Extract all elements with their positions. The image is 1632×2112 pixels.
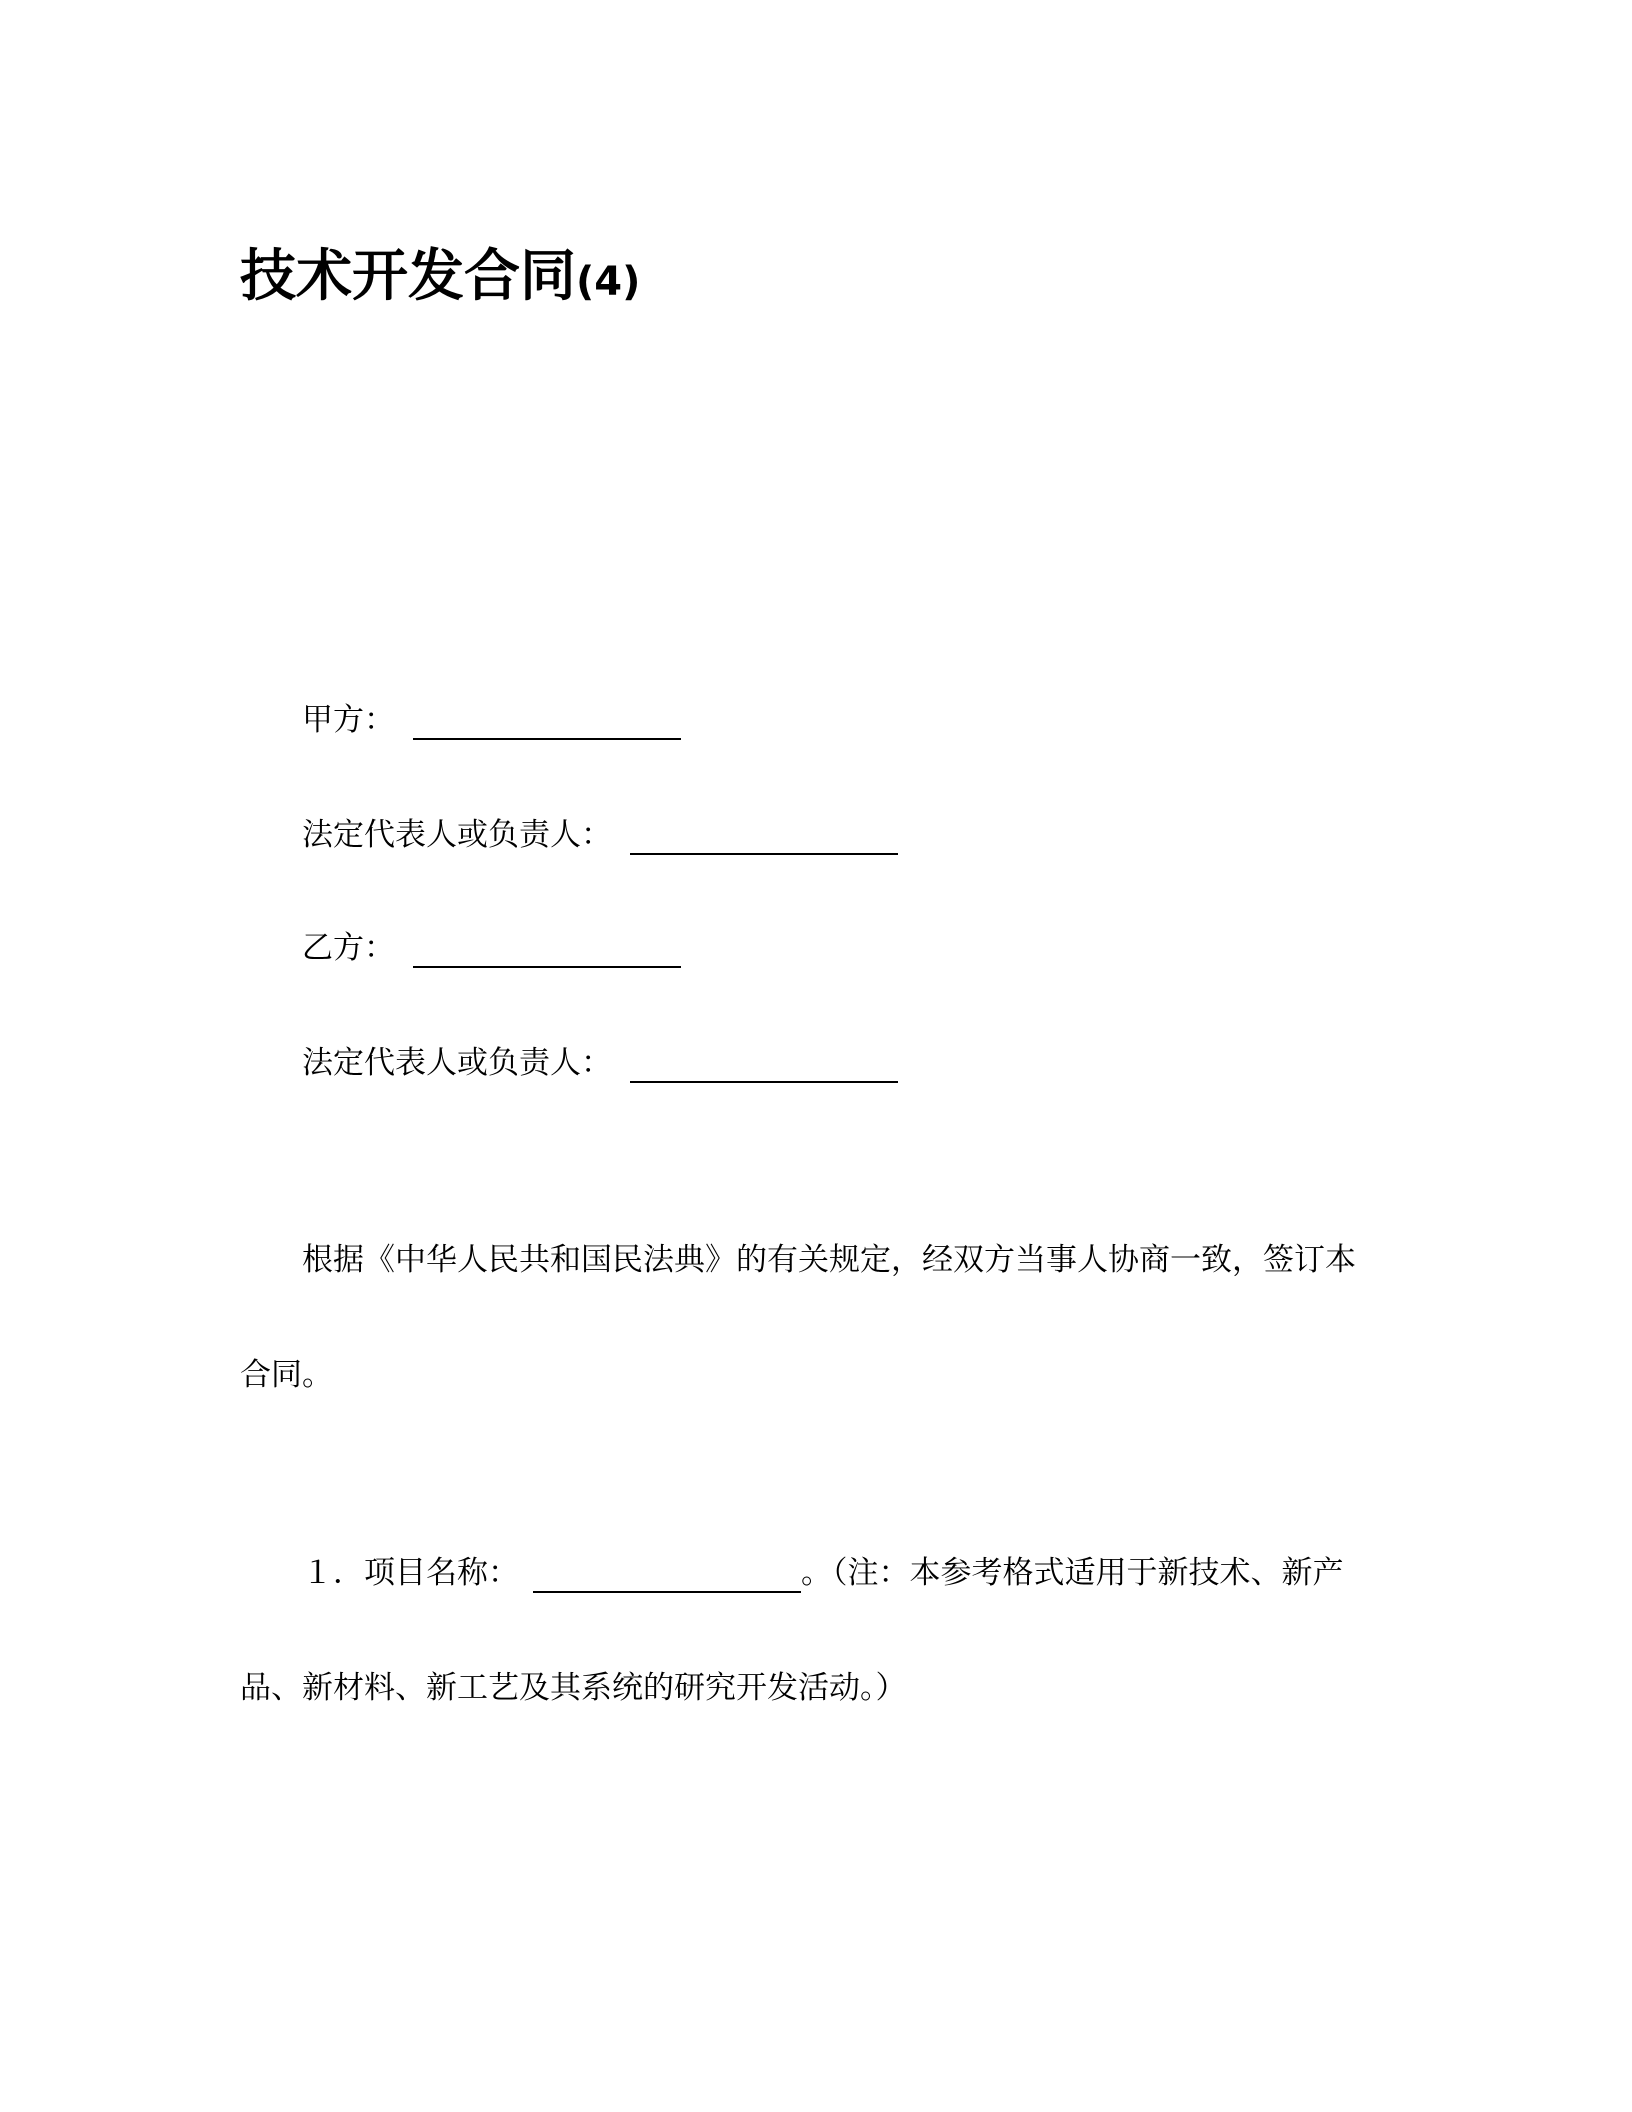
item1-note: 。（注：本参考格式适用于新技术、新产 bbox=[801, 1555, 1344, 1591]
party-b-representative-blank bbox=[630, 1047, 898, 1083]
party-a-line bbox=[302, 700, 681, 740]
item1-line-1 bbox=[302, 1553, 1344, 1593]
preamble-line-2: 合同。 bbox=[240, 1357, 333, 1393]
document-title-text: 技术开发合同 bbox=[240, 244, 576, 309]
document-title-suffix: (4) bbox=[576, 259, 641, 305]
item1-project-name-blank bbox=[533, 1557, 801, 1593]
party-b-representative-label: 法定代表人或负责人： bbox=[302, 1045, 612, 1081]
item1-label: １．项目名称： bbox=[302, 1555, 519, 1591]
party-a-blank bbox=[413, 704, 681, 740]
party-a-representative-label: 法定代表人或负责人： bbox=[302, 817, 612, 853]
party-a-label: 甲方： bbox=[302, 702, 395, 738]
document-title bbox=[240, 242, 640, 317]
party-b-representative-line bbox=[302, 1043, 898, 1083]
party-b-label: 乙方： bbox=[302, 930, 395, 966]
party-b-blank bbox=[413, 932, 681, 968]
item1-line-2: 品、新材料、新工艺及其系统的研究开发活动。） bbox=[240, 1670, 907, 1706]
party-b-line bbox=[302, 928, 681, 968]
party-a-representative-line bbox=[302, 815, 898, 855]
party-a-representative-blank bbox=[630, 819, 898, 855]
preamble-line-1: 根据《中华人民共和国民法典》的有关规定，经双方当事人协商一致，签订本 bbox=[302, 1242, 1356, 1278]
